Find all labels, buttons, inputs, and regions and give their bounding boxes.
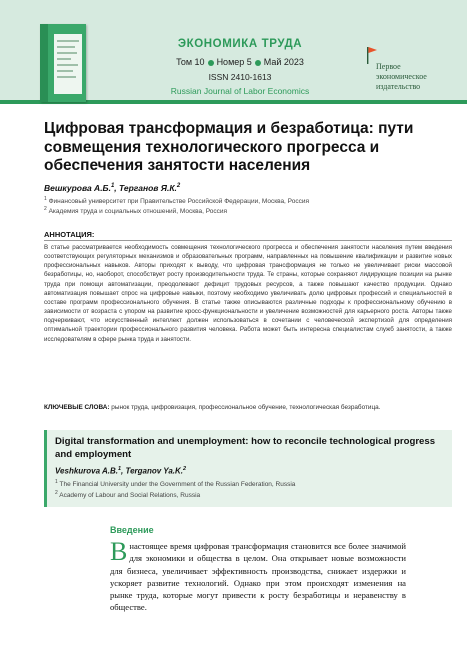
keywords-label: КЛЮЧЕВЫЕ СЛОВА: — [44, 404, 110, 411]
intro-paragraph — [110, 537, 406, 614]
authors: Вешкурова А.Б.$^1$, Терганов Я.К.$^2$ — [44, 183, 181, 193]
english-affiliation: $^1$ The Financial University under the Government of the Russian Federation, Russia — [55, 479, 296, 489]
drop-cap: В — [110, 537, 128, 566]
journal-title: ЭКОНОМИКА ТРУДА — [177, 38, 303, 50]
affiliation: $^2$ Академия труда и социальных отношений, Москва, Россия — [44, 206, 228, 216]
bullet-icon — [255, 60, 261, 66]
english-title: Digital transformation and unemployment: how to reconcile technological progress and employment — [55, 436, 436, 460]
publisher-name: Первое экономическое издательство — [376, 62, 427, 91]
english-authors: Veshkurova A.B.$^1$, Terganov Ya.K.$^2$ — [55, 466, 187, 476]
keywords-text: рынок труда, цифровизация, профессиональное обучение, технологическая безработица. — [111, 404, 381, 411]
english-affiliation: $^2$ Academy of Labour and Social Relations, Russia — [55, 490, 201, 500]
volume: Том 10 — [176, 57, 205, 67]
issue-date: Май 2023 — [263, 57, 304, 67]
bullet-icon — [208, 60, 214, 66]
journal-title-en: Russian Journal of Labor Economics — [170, 86, 310, 96]
author-name: Вешкурова А.Б. — [44, 183, 111, 193]
abstract-text: В статье рассматривается необходимость совмещения технологического прогресса и обеспечения занятости населения путем введения соответствующих регуляторных механизмов и образовательных программ, направленных на повышение квалификации и развитие новых профессиональных навыков. Авторы приходят к выводу, что цифровая трансформация не только не увеличивает риски массовой безработицы, но, наоборот, способствует росту производительности труда. Те страны, которые сохраняют лидирующие позиции на рынке труда при помощи автоматизации, преодолевают дефицит трудовых ресурсов, а также повышают качество продукции. Однако автоматизация повышает спрос на цифровые навыки, поэтому необходимо увеличивать долю цифровых профессий и специальностей в составе программ профессионального обучения. В статье также описываются различные подходы к профессиональному обучению в зависимости от возраста с упором на развитие кросс-функциональности и увеличение возможностей для карьерного роста. Авторы также подчеркивают, что искусственный интеллект должен использоваться в сочетании с человеческой экспертизой для определения оптимальной траектории профессионального развития человека. Работа может быть интересна специалистам служб занятости, а также исследователям в сфере рынка труда и занятости. — [44, 244, 452, 343]
affiliation: $^1$ Финансовый университет при Правительстве Российской Федерации, Москва, Россия — [44, 196, 309, 206]
issn: ISSN 2410-1613 — [208, 72, 272, 82]
author-name: Терганов Я.К. — [119, 183, 177, 193]
article-title: Цифровая трансформация и безработица: пути совмещения технологического прогресса и обеспечения занятости населения — [44, 120, 414, 174]
keywords — [44, 403, 452, 412]
journal-cover-image — [40, 24, 86, 102]
abstract-label: АННОТАЦИЯ: — [44, 230, 95, 239]
divider — [44, 240, 452, 241]
intro-text: настоящее время цифровая трансформация становится все более значимой для экономики и общества в целом. Она открывает новые возможности для бизнеса, увеличивает эффективность производства, снижает издержки и ускоряет развитие технологий. Однако при этом происходят изменения на рынке труда, которые могут привести к росту безработицы и неравенству в обществе. — [110, 541, 406, 613]
section-heading: Введение — [110, 525, 154, 535]
issue-info — [150, 57, 330, 67]
issue-number: Номер 5 — [216, 57, 252, 67]
